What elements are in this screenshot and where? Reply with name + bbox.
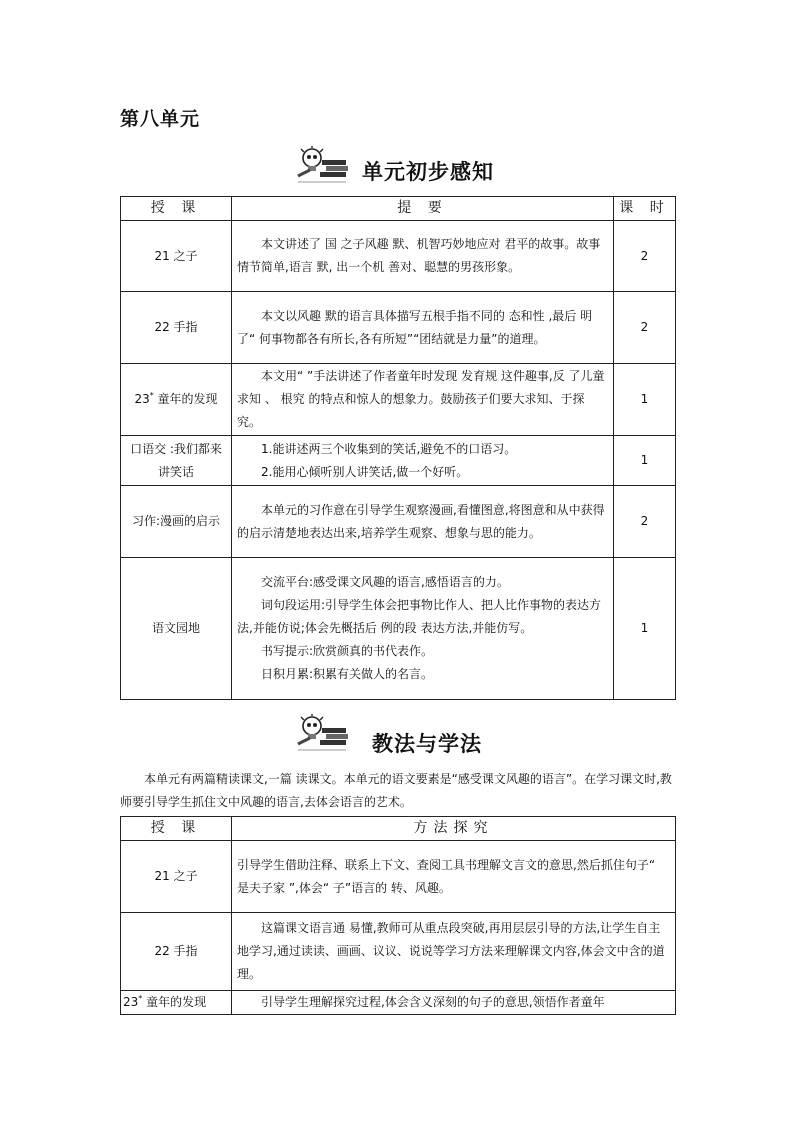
lesson-number: 23	[123, 995, 139, 1009]
hours-cell: 1	[614, 558, 676, 700]
lesson-cell: 21 之子	[121, 221, 232, 292]
lesson-cell: 22 手指	[121, 913, 232, 991]
table-row	[121, 221, 676, 292]
method-cell: 引导学生理解探究过程,体会含义深刻的句子的意思,领悟作者童年	[232, 991, 676, 1015]
summary-line: 1.能讲述两三个收集到的笑话,避免不的口语习。	[261, 441, 517, 456]
hours-cell: 2	[614, 221, 676, 292]
lesson-cell	[121, 991, 232, 1015]
summary-cell: 本文以风趣 默的语言具体描写五根手指不同的 态和性 ,最后 明了“ 何事物都各有所长,各有所短”“团结就是力量”的道理。	[232, 292, 614, 364]
hours-cell: 1	[614, 436, 676, 486]
summary-cell: 本文用“ ”手法讲述了作者童年时发现 发育规 这件趣事,反 了儿童求知 、 根究 的特点和惊人的想象力。鼓励孩子们要大求知、于探究。	[232, 364, 614, 436]
section-banner-perception	[0, 146, 794, 190]
lightbulb-books-icon	[296, 714, 362, 754]
summary-line: 交流平台:感受课文风趣的语言,感悟语言的力。	[261, 575, 509, 589]
section-title-perception: 单元初步感知	[362, 159, 494, 184]
table-row	[121, 436, 676, 486]
table-row	[121, 558, 676, 700]
summary-cell	[232, 558, 614, 700]
lesson-overview-table	[120, 196, 676, 700]
section-banner-methods	[0, 714, 794, 758]
method-cell: 这篇课文语言通 易懂,教师可从重点段突破,再用层层引导的方法,让学生自主地学习,通过读读、画画、议议、说说等学习方法来理解课文内容,体会文中含的道理。	[232, 913, 676, 991]
lesson-number: 23	[134, 392, 150, 406]
table-header-row	[121, 197, 676, 221]
optional-lesson-star: *	[138, 994, 143, 1003]
section-title-methods: 教法与学法	[372, 731, 482, 756]
unit-title: 第八单元	[120, 108, 201, 130]
summary-line: 2.能用心倾听别人讲笑话,做一个好听。	[261, 464, 469, 479]
lesson-cell: 21 之子	[121, 841, 232, 913]
table-row	[121, 991, 676, 1015]
lesson-name: 童年的发现	[153, 392, 218, 406]
hours-cell: 2	[614, 486, 676, 558]
lesson-name: 童年的发现	[142, 995, 207, 1009]
hours-cell: 1	[614, 364, 676, 436]
lesson-cell: 习作:漫画的启示	[121, 486, 232, 558]
header-method: 方法探究	[232, 817, 676, 841]
summary-line: 词句段运用:引导学生体会把事物比作人、把人比作事物的表达方法,并能仿说;体会先概括后 例的段 表达方法,并能仿写。	[237, 598, 602, 635]
header-hours: 课 时	[614, 197, 676, 221]
table-row	[121, 364, 676, 436]
method-cell: 引导学生借助注释、联系上下文、查阅工具书理解文言文的意思,然后抓住句子“ 是夫子家 ”,体会“ 子”语言的 转、风趣。	[232, 841, 676, 913]
header-lesson: 授 课	[121, 197, 232, 221]
summary-cell: 本文讲述了 国 之子风趣 默、机智巧妙地应对 君平的故事。故事情节简单,语言 默, 出一个机 善对、聪慧的男孩形象。	[232, 221, 614, 292]
optional-lesson-star: *	[149, 391, 154, 400]
teaching-methods-table	[120, 816, 676, 1015]
hours-cell: 2	[614, 292, 676, 364]
header-summary: 提 要	[232, 197, 614, 221]
intro-paragraph: 本单元有两篇精读课文,一篇 读课文。本单元的语文要素是“感受课文风趣的语言”。在学习课文时,教师要引导学生抓住文中风趣的语言,去体会语言的艺术。	[120, 772, 672, 809]
lesson-cell: 22 手指	[121, 292, 232, 364]
header-lesson: 授 课	[121, 817, 232, 841]
lesson-cell: 语文园地	[121, 558, 232, 700]
summary-cell	[232, 436, 614, 486]
table-row	[121, 913, 676, 991]
lesson-cell	[121, 364, 232, 436]
table-header-row	[121, 817, 676, 841]
lesson-cell: 口语交 :我们都来讲笑话	[121, 436, 232, 486]
table-row	[121, 486, 676, 558]
summary-cell: 本单元的习作意在引导学生观察漫画,看懂图意,将图意和从中获得的启示清楚地表达出来,培养学生观察、想象与思的能力。	[232, 486, 614, 558]
summary-line: 日积月累:积累有关做人的名言。	[261, 667, 434, 681]
lightbulb-books-icon	[296, 146, 362, 186]
table-row	[121, 841, 676, 913]
table-row	[121, 292, 676, 364]
summary-line: 书写提示:欣赏颜真的书代表作。	[261, 644, 434, 658]
